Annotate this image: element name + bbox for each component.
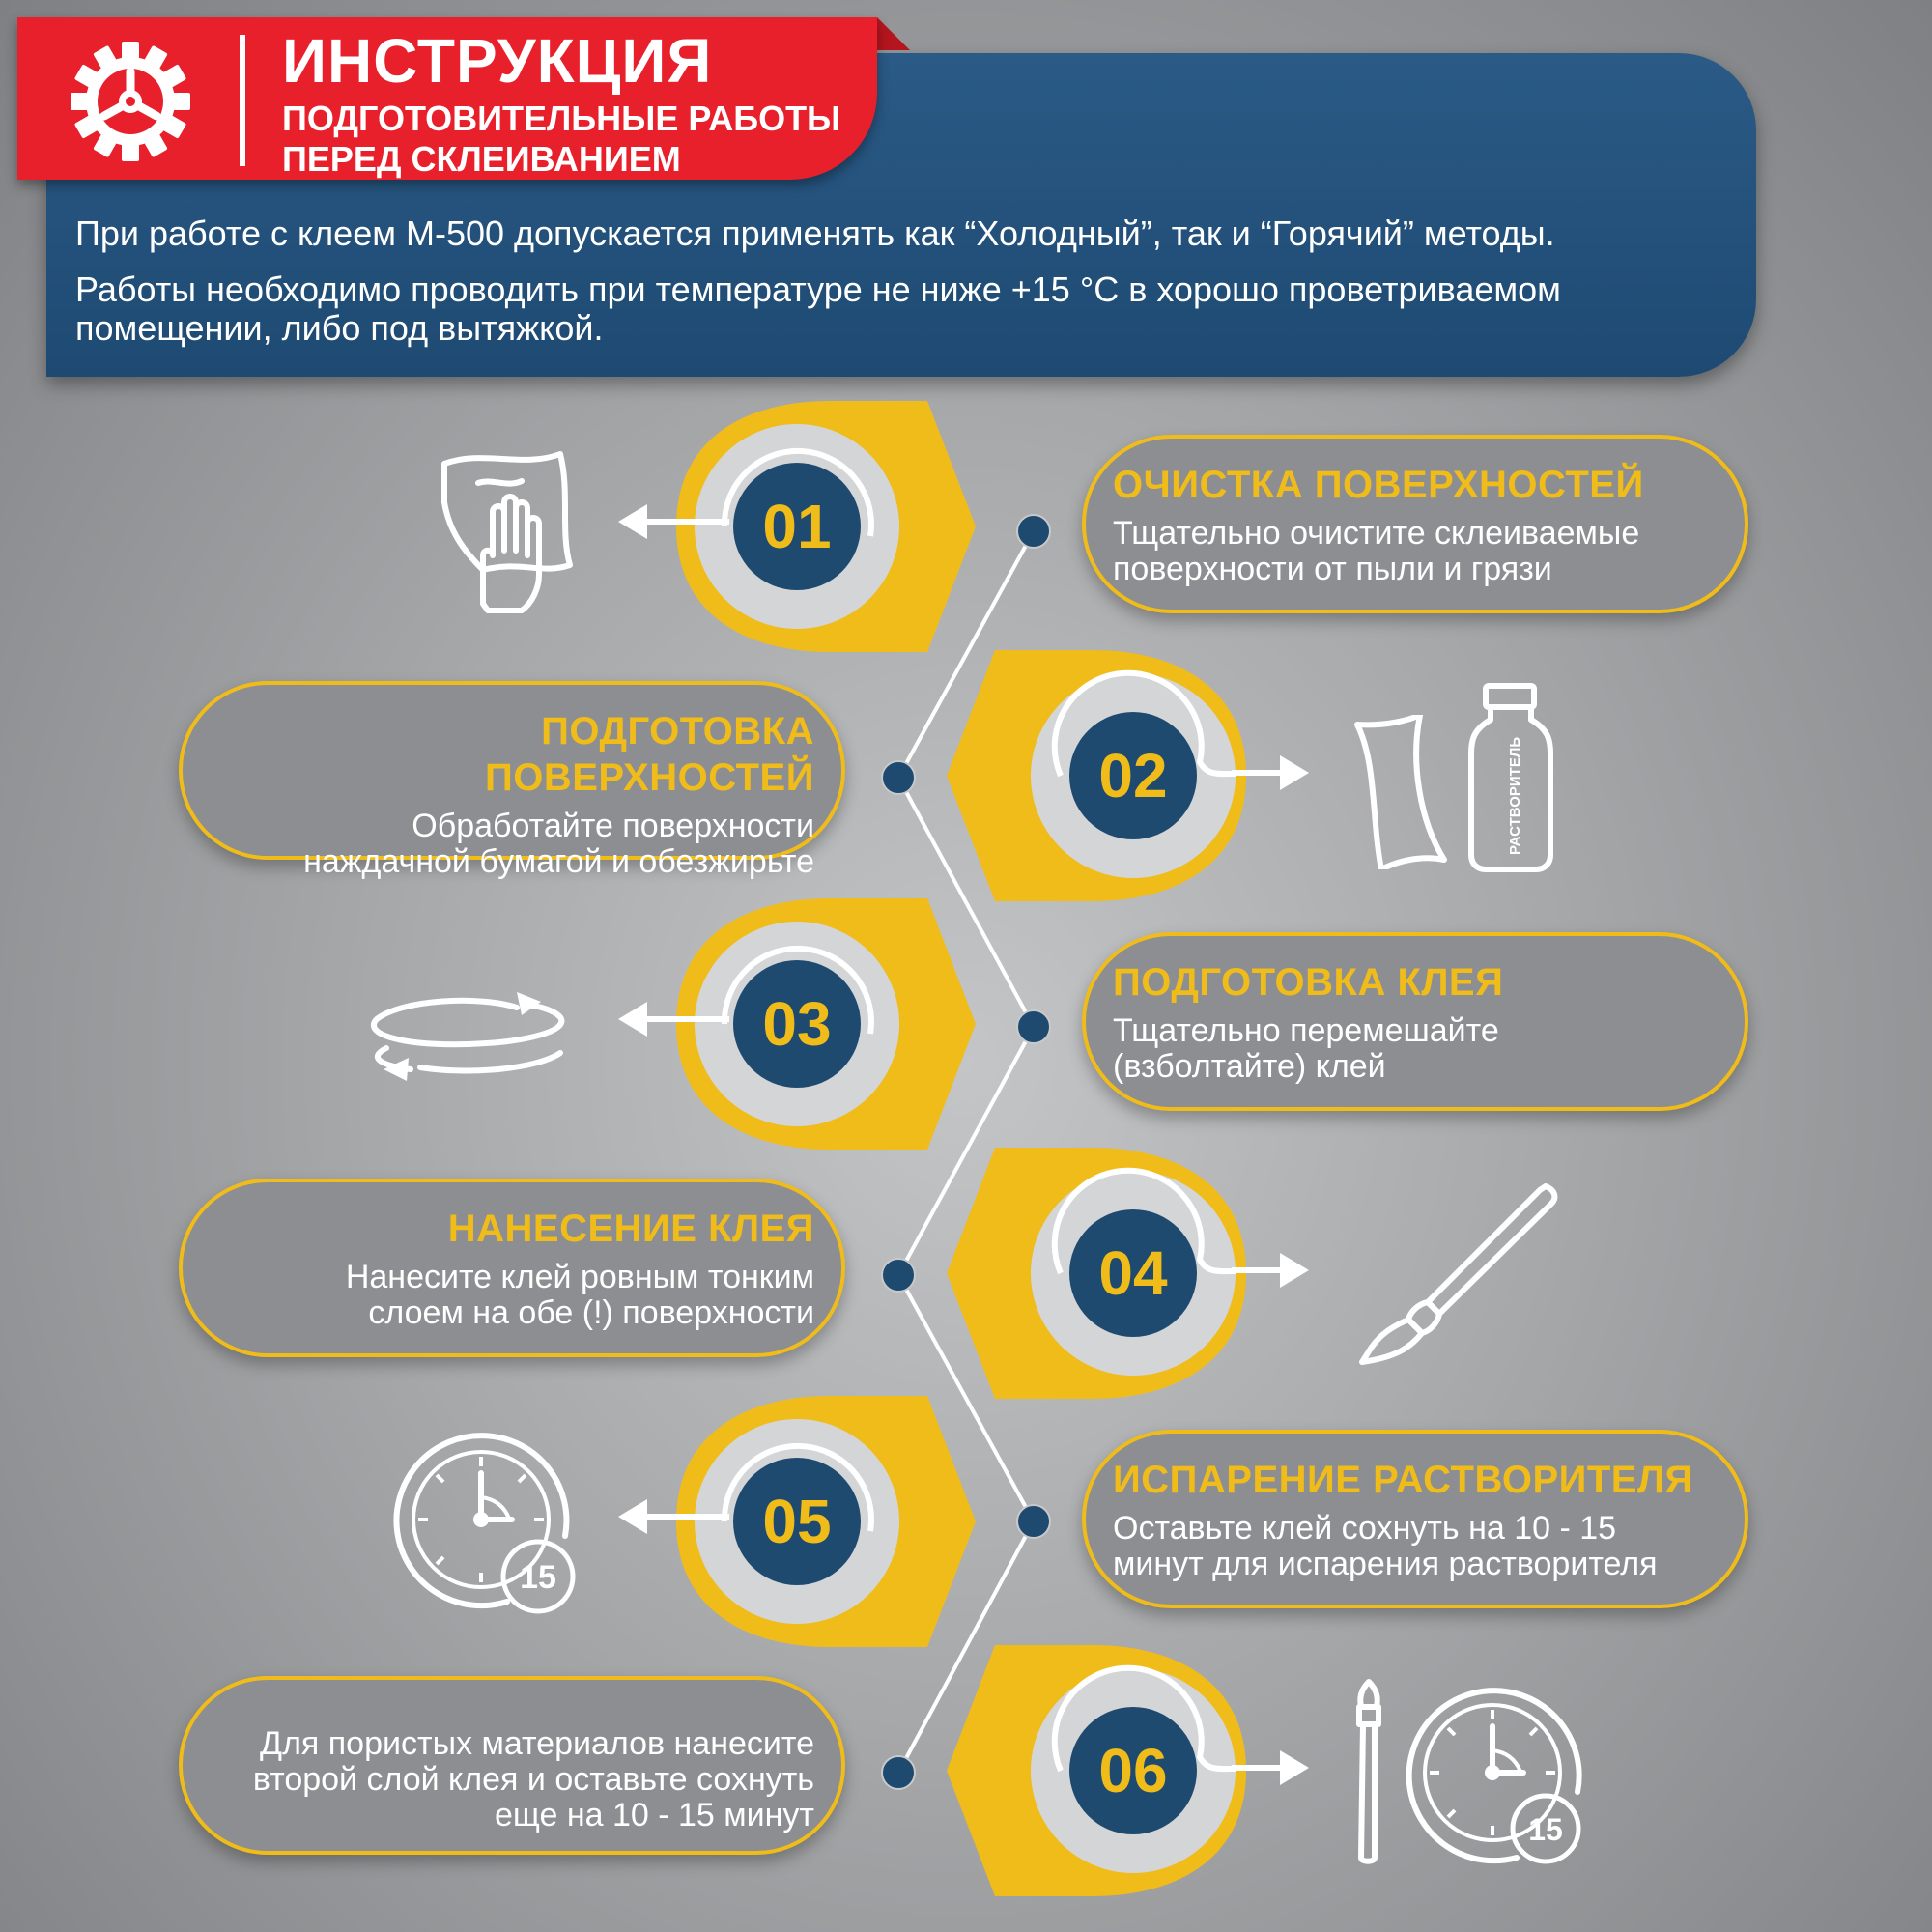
timeline-dot — [882, 761, 915, 794]
step-text-line: слоем на обе (!) поверхности — [368, 1294, 814, 1331]
step-text-line: Оставьте клей сохнуть на 10 - 15 — [1113, 1510, 1617, 1547]
brush-icon — [1352, 1179, 1565, 1372]
page-title: ИНСТРУКЦИЯ — [282, 26, 713, 96]
step-text-line: Тщательно перемешайте — [1113, 1012, 1499, 1049]
clock-badge-number: 15 — [1528, 1812, 1563, 1847]
step-text-line: минут для испарения растворителя — [1113, 1546, 1658, 1582]
step-text-line: Обработайте поверхности — [412, 808, 814, 844]
step-text-line: еще на 10 - 15 минут — [494, 1797, 814, 1833]
step-title-03: ПОДГОТОВКА КЛЕЯ — [1113, 961, 1504, 1004]
timeline-dot — [882, 1756, 915, 1789]
step-text-line: Нанесите клей ровным тонким — [345, 1259, 814, 1295]
step-text-line: поверхности от пыли и грязи — [1113, 551, 1552, 587]
solvent-bottle-icon — [1466, 681, 1563, 874]
step-text-line: второй слой клея и оставьте сохнуть — [252, 1761, 814, 1798]
arrow-left-icon — [618, 1488, 734, 1546]
step-card-05 — [1082, 1430, 1748, 1608]
step-text-01 — [1113, 516, 1706, 587]
timeline-dot — [882, 1259, 915, 1292]
step-number-02: 02 — [1098, 741, 1168, 810]
step-text-line: Для пористых материалов нанесите — [260, 1725, 814, 1762]
clock-icon — [391, 1430, 584, 1623]
arrow-left-icon — [618, 990, 734, 1048]
arrow-left-icon — [618, 493, 734, 551]
bottle-label: РАСТВОРИТЕЛЬ — [1507, 736, 1523, 855]
arrow-right-icon — [1232, 1739, 1309, 1797]
step-number-01: 01 — [762, 492, 832, 561]
subtitle-line-1: ПОДГОТОВИТЕЛЬНЫЕ РАБОТЫ — [282, 99, 841, 138]
step-number-06: 06 — [1098, 1736, 1168, 1805]
step-title-04: НАНЕСЕНИЕ КЛЕЯ — [447, 1208, 814, 1250]
step-title-01: ОЧИСТКА ПОВЕРХНОСТЕЙ — [1113, 464, 1644, 506]
stir-icon — [362, 980, 575, 1087]
intro-line-2: Работы необходимо проводить при температуре не ниже +15 °С в хорошо проветриваемом — [75, 270, 1561, 309]
arrow-right-icon — [1232, 744, 1309, 802]
step-number-03: 03 — [762, 989, 832, 1059]
intro-line-1: При работе с клеем М-500 допускается применять как “Холодный”, так и “Горячий” методы. — [75, 213, 1555, 253]
step-card-03 — [1082, 932, 1748, 1111]
step-text-02 — [221, 809, 814, 880]
step-card-02 — [179, 681, 845, 880]
step-text-line: (взболтайте) клей — [1113, 1048, 1386, 1085]
subtitle-line-2: ПЕРЕД СКЛЕИВАНИЕМ — [282, 139, 681, 179]
intro-line-3: помещении, либо под вытяжкой. — [75, 308, 604, 348]
step-card-06 — [179, 1676, 845, 1855]
step-number-05: 05 — [762, 1487, 832, 1556]
step-text-line: наждачной бумагой и обезжирьте — [303, 843, 814, 880]
step-text-06 — [221, 1726, 814, 1833]
step-text-line: Тщательно очистите склеиваемые — [1113, 515, 1640, 552]
step-number-04: 04 — [1098, 1238, 1168, 1308]
timeline-dot — [1017, 1010, 1050, 1043]
clock-badge-number: 15 — [520, 1559, 556, 1596]
step-text-04 — [221, 1260, 814, 1331]
arrow-right-icon — [1232, 1241, 1309, 1299]
brush-clock-icon — [1348, 1676, 1599, 1869]
step-title-02: ПОДГОТОВКА ПОВЕРХНОСТЕЙ — [484, 710, 814, 799]
timeline-dot — [1017, 1505, 1050, 1538]
step-card-04 — [179, 1179, 845, 1357]
timeline-dot — [1017, 515, 1050, 548]
sandpaper-icon — [1352, 715, 1449, 869]
step-text-05 — [1113, 1511, 1706, 1582]
step-text-03 — [1113, 1013, 1706, 1085]
step-card-01 — [1082, 435, 1748, 613]
hand-cloth-icon — [425, 444, 580, 618]
step-title-05: ИСПАРЕНИЕ РАСТВОРИТЕЛЯ — [1113, 1459, 1693, 1501]
